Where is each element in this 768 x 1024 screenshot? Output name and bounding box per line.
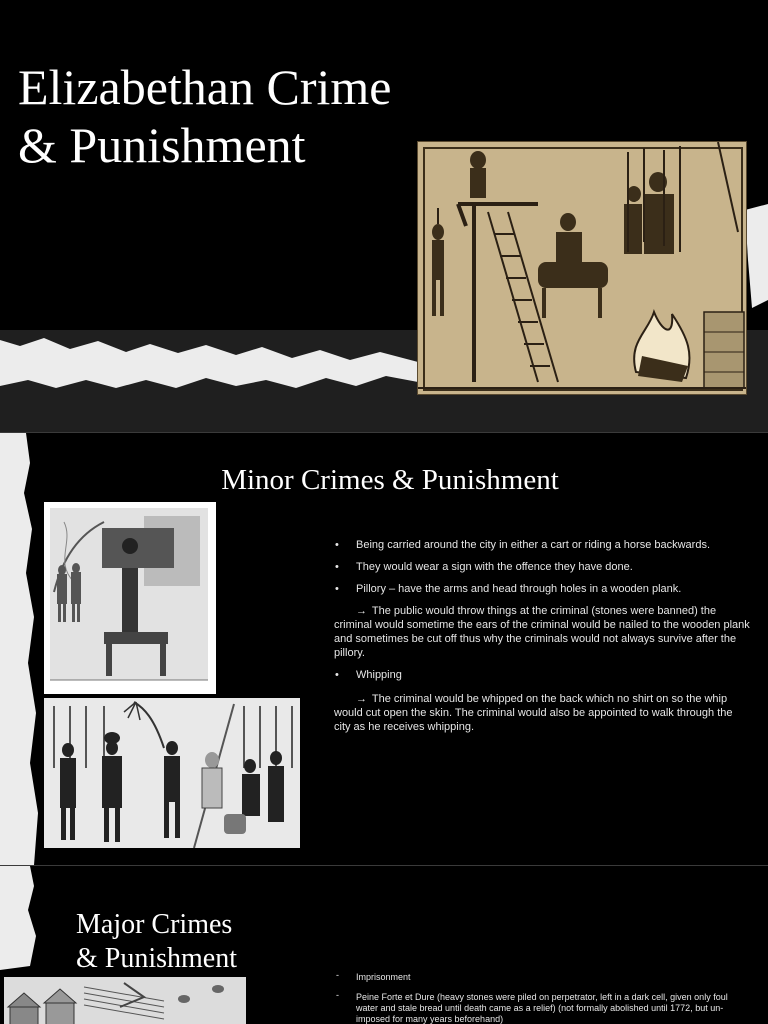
- list-item: - Peine Forte et Dure (heavy stones were piled on perpetrator, left in a dark cell, given only foul water and stale bread until death came as a relief) (not formally abolished until 1772, but un-imposed for many years beforehand): [336, 990, 728, 1024]
- slide-minor-crimes: [0, 433, 768, 865]
- arrow-icon: →: [356, 693, 367, 705]
- list-item: • They would wear a sign with the offence they have done.: [335, 561, 633, 573]
- slide-heading: Minor Crimes & Punishment: [221, 464, 559, 496]
- minor-punishments-list: [334, 538, 752, 742]
- major-punishments-list: [334, 972, 734, 1024]
- village-woodcut-image: [4, 977, 246, 1024]
- list-item: • Whipping: [335, 669, 402, 681]
- bullet-icon: •: [335, 669, 339, 681]
- arrow-icon: →: [356, 605, 367, 617]
- pillory-image: [44, 502, 216, 694]
- dash-icon: -: [336, 970, 339, 980]
- slide-title-heading: Elizabethan Crime & Punishment: [18, 59, 392, 173]
- bullet-icon: •: [335, 583, 339, 595]
- pillory-note: → The public would throw things at the criminal (stones were banned) the criminal would sometime the ears of the criminal would be nailed to the wooden plank and sometimes be cut off thus why the criminals would not always survive after the pillory.: [334, 605, 750, 659]
- woodcut-gallows-image: [417, 141, 747, 395]
- list-item: • Pillory – have the arms and head through holes in a wooden plank.: [335, 583, 682, 595]
- slide-title: [0, 0, 768, 432]
- slide-heading: Major Crimes & Punishment: [76, 909, 238, 974]
- dash-icon: -: [336, 990, 339, 1000]
- whipping-note: → The criminal would be whipped on the back which no shirt on so the whip would cut open the skin. The criminal would also be appointed to walk through the city as he receives whipping.: [334, 693, 733, 733]
- slide-major-crimes: [0, 866, 768, 1024]
- list-item: - Imprisonment: [336, 970, 411, 982]
- bullet-icon: •: [335, 539, 339, 551]
- list-item: • Being carried around the city in either a cart or riding a horse backwards.: [335, 539, 711, 551]
- bullet-icon: •: [335, 561, 339, 573]
- whipping-image: [44, 698, 300, 848]
